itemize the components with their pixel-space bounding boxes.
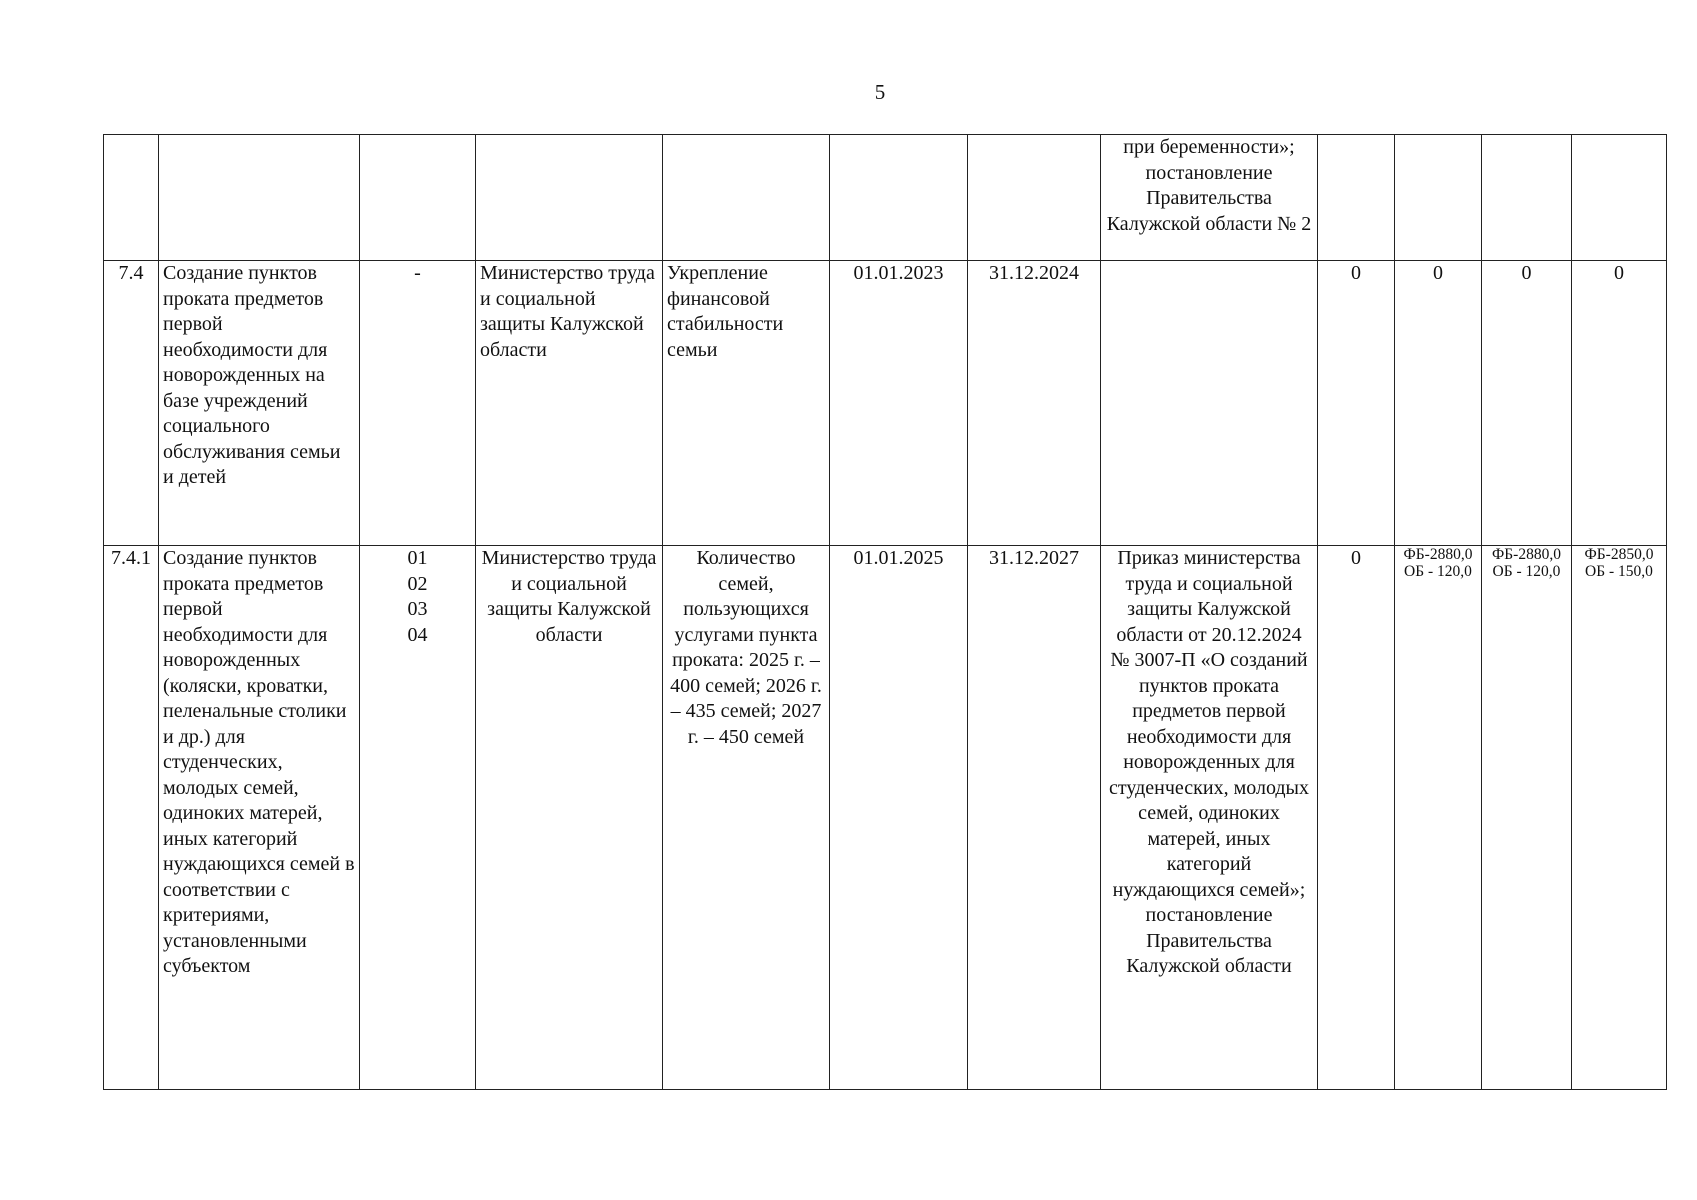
measure-name-cell	[159, 135, 360, 261]
codes-cell	[360, 546, 476, 1090]
value-cell-2: ФБ-2880,0 ОБ - 120,0	[1395, 546, 1482, 1090]
row-number-cell	[104, 135, 159, 261]
codes-cell	[360, 135, 476, 261]
end-date-cell: 31.12.2027	[968, 546, 1101, 1090]
table-row	[104, 546, 1667, 1090]
value-cell-4: 0	[1572, 261, 1667, 546]
executor-cell: Министерство труда и социальной защиты Калужской области	[476, 546, 663, 1090]
value-cell-2: 0	[1395, 261, 1482, 546]
measure-name-cell: Создание пунктов проката предметов первой необходимости для новорожденных на базе учреждений социального обслуживания семьи и детей	[159, 261, 360, 546]
measures-table	[103, 134, 1667, 1090]
result-cell	[663, 135, 830, 261]
value-cell-1: 0	[1318, 261, 1395, 546]
table-row	[104, 261, 1667, 546]
page-number: 5	[874, 80, 886, 104]
value-cell-1	[1318, 135, 1395, 261]
start-date-cell: 01.01.2023	[830, 261, 968, 546]
measure-name-cell: Создание пунктов проката предметов первой необходимости для новорожденных (коляски, кроватки, пеленальные столики и др.) для студенческих, молодых семей, одиноких матерей, иных категорий нуждающихся семей в соответствии с критериями, установленными субъектом	[159, 546, 360, 1090]
code-value: 03	[407, 598, 428, 620]
executor-cell: Министерство труда и социальной защиты Калужской области	[476, 261, 663, 546]
result-cell: Количество семей, пользующихся услугами пункта проката: 2025 г. – 400 семей; 2026 г. – 435 семей; 2027 г. – 450 семей	[663, 546, 830, 1090]
end-date-cell	[968, 135, 1101, 261]
value-cell-3	[1482, 135, 1572, 261]
start-date-cell: 01.01.2025	[830, 546, 968, 1090]
legal-basis-cell: при беременности»; постановление Правительства Калужской области № 2	[1101, 135, 1318, 261]
row-number-cell: 7.4.1	[104, 546, 159, 1090]
code-value: 02	[407, 572, 428, 595]
end-date-cell: 31.12.2024	[968, 261, 1101, 546]
code-value: 04	[407, 623, 428, 646]
codes-cell	[360, 261, 476, 546]
executor-cell	[476, 135, 663, 261]
table-row	[104, 135, 1667, 261]
code-value: -	[414, 262, 421, 284]
value-cell-3: 0	[1482, 261, 1572, 546]
value-cell-4	[1572, 135, 1667, 261]
code-value: 01	[407, 547, 428, 569]
result-cell: Укрепление финансовой стабильности семьи	[663, 261, 830, 546]
row-number-cell: 7.4	[104, 261, 159, 546]
value-cell-2	[1395, 135, 1482, 261]
value-cell-1: 0	[1318, 546, 1395, 1090]
start-date-cell	[830, 135, 968, 261]
legal-basis-cell: Приказ министерства труда и социальной защиты Калужской области от 20.12.2024 № 3007-П «О созданий пунктов проката предметов первой необходимости для новорожденных для студенческих, молодых семей, одиноких матерей, иных категорий нуждающихся семей»; постановление Правительства Калужской области	[1101, 546, 1318, 1090]
value-cell-3: ФБ-2880,0 ОБ - 120,0	[1482, 546, 1572, 1090]
legal-basis-cell	[1101, 261, 1318, 546]
value-cell-4: ФБ-2850,0 ОБ - 150,0	[1572, 546, 1667, 1090]
